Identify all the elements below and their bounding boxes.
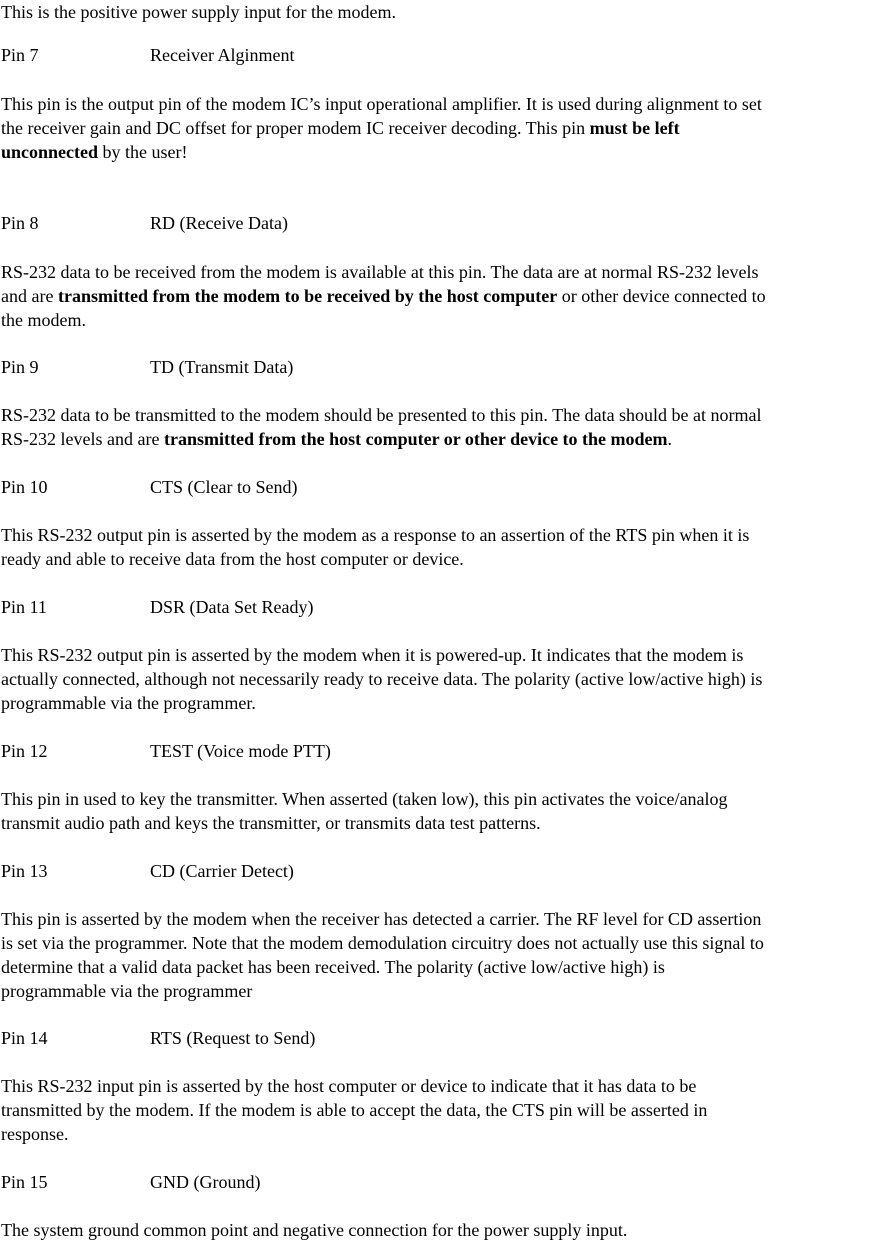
pin-number: Pin 13 [1, 861, 48, 881]
intro-text: This is the positive power supply input for the modem. [1, 2, 396, 22]
pin-number: Pin 9 [1, 357, 39, 377]
text-run: This pin is asserted by the modem when the receiver has detected a carrier. The RF level for CD assertion [1, 909, 762, 929]
pin-description-line [1, 116, 680, 140]
text-run: by the user! [98, 142, 188, 162]
pin-description-line [1, 308, 86, 332]
pin-name: CTS (Clear to Send) [150, 477, 298, 497]
pin-name: GND (Ground) [150, 1172, 261, 1192]
pin-name: Receiver Alginment [150, 45, 295, 65]
pin-description-line [1, 260, 758, 284]
text-run: This RS-232 output pin is asserted by the modem when it is powered-up. It indicates that the modem is [1, 645, 744, 665]
pin-name: RD (Receive Data) [150, 213, 288, 233]
pin-name: RTS (Request to Send) [150, 1028, 316, 1048]
pin-description-line [1, 140, 188, 164]
text-run: is set via the programmer. Note that the modem demodulation circuitry does not actually use this signal to [1, 933, 764, 953]
pin-heading [1, 355, 293, 379]
pin-heading [1, 475, 297, 499]
pin-name: CD (Carrier Detect) [150, 861, 294, 881]
text-run: RS-232 data to be transmitted to the modem should be presented to this pin. The data should be at normal [1, 405, 762, 425]
emphasis-text: must be left [589, 118, 680, 138]
pin-description-line [1, 92, 762, 116]
text-run: and are [1, 286, 58, 306]
pin-heading [1, 739, 331, 763]
text-run: transmitted by the modem. If the modem is able to accept the data, the CTS pin will be asserted in [1, 1100, 708, 1120]
pin-number: Pin 15 [1, 1172, 48, 1192]
text-run: programmable via the programmer [1, 981, 253, 1001]
text-run: the modem. [1, 310, 86, 330]
pin-heading [1, 1026, 315, 1050]
pin-description-line [1, 643, 743, 667]
pin-heading [1, 595, 313, 619]
emphasis-text: transmitted from the modem to be received by the host computer [57, 286, 558, 306]
pin-number: Pin 10 [1, 477, 48, 497]
text-run: This RS-232 output pin is asserted by the modem as a response to an assertion of the RTS pin when it is [1, 525, 750, 545]
pin-description-line [1, 979, 252, 1003]
pin-description-line [1, 427, 672, 451]
emphasis-text: unconnected [1, 142, 99, 162]
pin-number: Pin 7 [1, 45, 39, 65]
pin-name: DSR (Data Set Ready) [150, 597, 314, 617]
pin-description-line [1, 811, 541, 835]
text-run: RS-232 data to be received from the modem is available at this pin. The data are at normal RS-232 levels [1, 262, 759, 282]
emphasis-text: transmitted from the host computer or other device to the modem [163, 429, 668, 449]
pin-description-line [1, 907, 761, 931]
text-run: This RS-232 input pin is asserted by the host computer or device to indicate that it has data to be [1, 1076, 697, 1096]
text-run: RS-232 levels and are [1, 429, 164, 449]
pin-description-line [1, 403, 762, 427]
text-run: This pin is the output pin of the modem IC’s input operational amplifier. It is used during alignment to set [1, 94, 762, 114]
pin-number: Pin 11 [1, 597, 47, 617]
pin-number: Pin 14 [1, 1028, 48, 1048]
pin-heading [1, 859, 294, 883]
text-run: programmable via the programmer. [1, 693, 256, 713]
text-run: actually connected, although not necessarily ready to receive data. The polarity (active low/active high) is [1, 669, 763, 689]
pin-name: TD (Transmit Data) [150, 357, 294, 377]
pin-number: Pin 8 [1, 213, 39, 233]
text-run: transmit audio path and keys the transmitter, or transmits data test patterns. [1, 813, 541, 833]
pin-description-line [1, 523, 749, 547]
pin-description-line [1, 955, 665, 979]
text-run: . [667, 429, 673, 449]
pin-description-line [1, 1074, 696, 1098]
pin-name: TEST (Voice mode PTT) [150, 741, 331, 761]
pin-description-line [1, 547, 464, 571]
pin-description-line [1, 787, 727, 811]
pin-description-line [1, 284, 766, 308]
pin-description-line [1, 1218, 627, 1242]
pin-description-line [1, 1098, 707, 1122]
text-run: This pin in used to key the transmitter. When asserted (taken low), this pin activates the voice/analog [1, 789, 728, 809]
text-run: response. [1, 1124, 69, 1144]
pin-number: Pin 12 [1, 741, 48, 761]
pin-description-line [1, 667, 762, 691]
text-run: ready and able to receive data from the host computer or device. [1, 549, 464, 569]
text-run: or other device connected to [557, 286, 766, 306]
pin-description-line [1, 1122, 68, 1146]
text-run: The system ground common point and negative connection for the power supply input. [1, 1220, 628, 1240]
pin-heading [1, 43, 294, 67]
pin-description-line [1, 931, 764, 955]
text-run: determine that a valid data packet has been received. The polarity (active low/active high) is [1, 957, 665, 977]
text-run: the receiver gain and DC offset for proper modem IC receiver decoding. This pin [1, 118, 590, 138]
pin-heading [1, 211, 288, 235]
pin-heading [1, 1170, 260, 1194]
pin-description-line [1, 691, 256, 715]
